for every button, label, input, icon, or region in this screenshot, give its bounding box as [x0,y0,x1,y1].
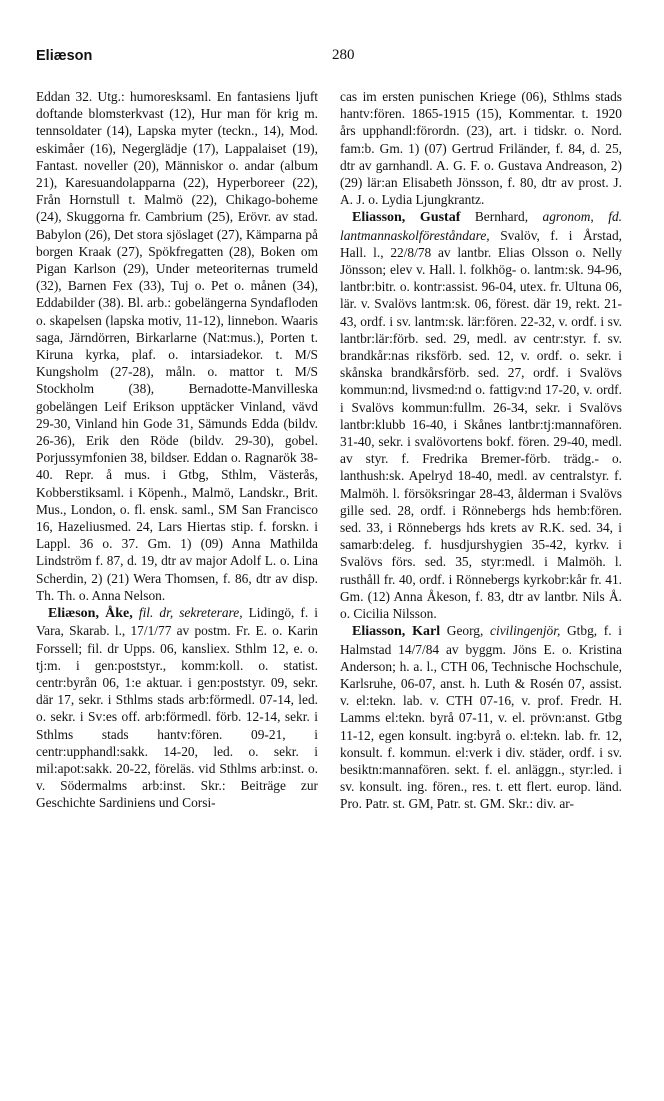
entry-headword: Eliæson, Åke, [48,606,133,622]
page-number: 280 [332,47,355,63]
entry-continuation: Eddan 32. Utg.: humoresksaml. En fantasiens ljuft doftande blomsterkvast (12), Hur man för krig m. tennsoldater (14), Lapska myter (teckn., 14), Mod. eskimåer (16), Negerglädje (17), Lappalaiset (19), Fantast. noveller (20), Människor o. andar (album 21), Karesuandolapparna (22), Hyperboreer (22), Från Hornstull t. Malmö (22), Chikago-boheme (24), Skuggorna fr. Cambrium (25), Erövr. av stad. Babylon (26), Det stora sjöslaget (27), Kämparna på borgen Kraak (27), Spökfregatten (28), Boken om Pigan Karlson (29), Under meteoriternas trumeld (32), Barnen Fex (33), Tuj o. Pet o. månen (34), Eddabilder (38). Bl. arb.: gobelängerna Syndafloden o. skapelsen (lapska motiv, 11-12), linnebon. Waaris saga, Järndörren, Birkarlarne (Nat:mus.), Porten t. Kiruna kyrka, plaf. o. intarsiadekor. t. M/S Kungsholm (27-28), måln. o. mattor t. M/S Stockholm (38), Bernadotte-Manvilleska gobelängen Leif Erikson upptäcker Vinland, vävd 29-30, Vinland hin Gode 31, Sämunds Edda (bildv. 26-36), Erik den Röde (bildv. 29-30), gobel. Porjussymfonien 38, bildser. Eddan o. Ragnarök 38-40. Repr. å mus. i Gtbg, Sthlm, Västerås, Kobberstiksaml. i Köpenh., Malmö, Landskr., Brit. Mus., London, o. fl. ensk. saml., SM San Francisco 16, Hazeliusmed. 24, Lars Hiertas stip. f. forskn. i Lappl. 36 o. 37. Gm. 1) (09) Anna Mathilda Lindström f. 87, d. 19, dtr av major Adolf L. o. Lina Scherdin, 2) (21) Wera Thomsen, f. 86, dtr av disp. Th. Th. o. Anna Nelson. [36,89,318,603]
right-column [340,88,622,813]
entry-headword: Eliasson, Karl [352,624,441,640]
entry-given-names: Georg, [446,623,484,639]
dictionary-entry [36,604,318,811]
page-header [36,48,632,72]
dictionary-entry [340,208,622,622]
entry-title: agronom, fd. lantmannaskolföreståndare, [340,209,622,243]
entry-title: civilingenjör, [490,623,561,639]
dictionary-entry [340,622,622,812]
entry-text: Svalöv, f. i Årstad, Hall. l., 22/8/78 av lantbr. Elias Olsson o. Nelly Jönsson; elev v. Hall. l. folkhög- o. lantm:sk. 94-96, lantbr:bitr. o. kontr:assist. 96-04, utex. fr. Ultuna 06, lär. v. Svalövs lantm:sk. 06, förest. där 19, rekt. 21-43, ordf. i sv. lantm:sk. lär:fören. 22-32, v. ordf. i sv. lantbr:lär:förb. sed. 29, medl. av centr:styr. f. sv. brandkår:nas riksförb. sed. 12, v. ordf. o. sekr. i skånska brandkårsförb. sed. 27, ordf. i Svalövs kommun:nd, livsmed:nd o. fattigv:nd 17-20, v. ordf. i Svalövs kommun:fullm. 26-34, sekr. i Svalövs lantbr:klubb 16-40, i Skånes lantbr:tj:mannafören. 31-40, sekr. i svalövortens bokf. fören. 29-40, medl. av styr. f. Fredrika Bremer-förb. trädg.- o. lanthush:sk. Apelryd 18-40, medl. av centralstyr. f. Malmöh. l. försöksringar 28-43, ålderman i Svalövs gille sed. 28, ordf. i Rönnebergs hds hemb:fören. sed. 33, i Rönnebergs hds krets av R.K. sed. 34, i samarb:deleg. f. husdjurshygien 35-42, kyrkv. i Svalövs förs. sed. 35, styr:medl. i Malmöh. l. rusthåll fr. 40, ordf. i Rönnebergs kyrkobr:kår fr. 41. Gm. (12) Anna Åkeson, f. 83, dtr av lantbr. Nils Å. o. Cicilia Nilsson. [340,227,622,622]
entry-text: Lidingö, f. i Vara, Skarab. l., 17/1/77 av postm. Fr. E. o. Karin Forssell; fil. dr Upps. 06, kansliex. Sthlm 12, e. o. tj:m. i gen:poststyr., komm:koll. o. statist. centr:byrån 06, 1:e aktuar. i gen:poststyr. 09, sekr. där 17, sekr. i Sthlms stads arb:förmedl. 07-14, led. o. sekr. i Sv:es off. arb:förmedl. förb. 12-14, sekr. i Sthlms stads hantv:fören. 09-21, i centr:upphandl:sakk. 14-20, led. o. sekr. i mil:apot:sakk. 20-22, föreläs. vid Sthlms arb:inst. o. v. Södermalms arb:inst. Skr.: Beiträge zur Geschichte Sardiniens und Corsi- [36,605,318,811]
entry-given-names: Bernhard, [474,209,529,225]
running-head: Eliæson [36,48,93,64]
entry-title: fil. dr, sekreterare, [138,605,243,621]
entry-text: Gtbg, f. i Halmstad 14/7/84 av byggm. Jöns E. o. Kristina Anderson; h. a. l., CTH 06, Technische Hochschule, Karlsruhe, 06-07, anst. h. Luth & Rosén 07, assist. v. el:tekn. lab. v. CTH 07-16, v. prof. Fredr. H. Lamms el:tekn. byrå 07-11, v. el. prövn:anst. Gtbg 11-12, egen konsult. ing:byrå o. el:tekn. lab. fr. 12, konsult. f. kommun. el:verk i div. städer, ordf. i sv. besiktn:mannafören. sekt. f. el. anläggn., styr:led. i sv. konsult. ing. fören., res. t. ett flert. europ. länd. Pro. Patr. st. GM, Patr. st. GM. Skr.: div. ar- [340,623,622,812]
left-column [36,88,318,812]
entry-continuation: cas im ersten punischen Kriege (06), Sthlms stads hantv:fören. 1865-1915 (15), Kommentar. t. 1920 års upphandl:förordn. (23), art. i tidskr. o. Nord. fam:b. Gm. 1) (07) Gertrud Friländer, f. 84, d. 25, dtr av garnhandl. A. G. F. o. Gustava Andreason, 2) (29) lär:an Elisabeth Jönsson, f. 80, dtr av prost. J. A. J. o. Lydia Ljungkrantz. [340,89,622,208]
entry-headword: Eliasson, Gustaf [352,210,461,226]
